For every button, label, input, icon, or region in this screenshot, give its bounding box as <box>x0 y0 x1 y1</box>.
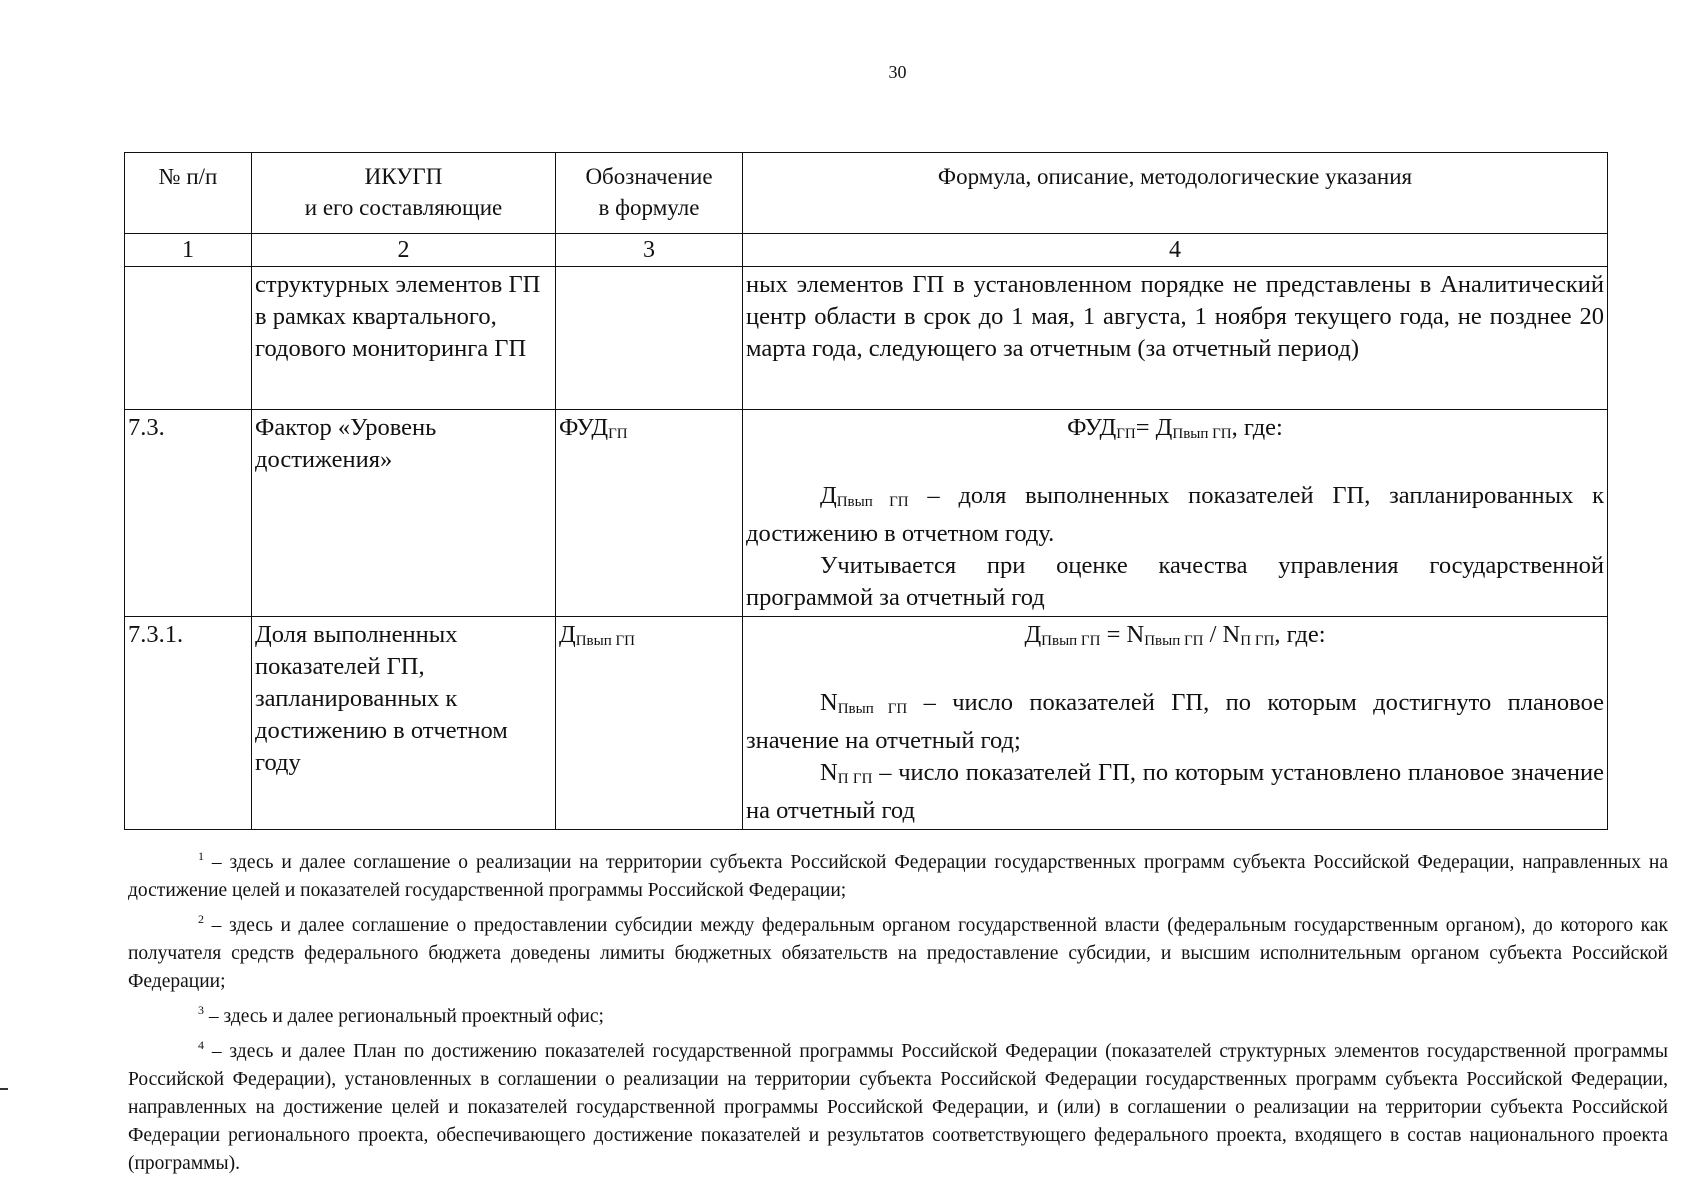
note: Учитывается при оценке качества управления государственной программой за отчетный год <box>746 552 1604 611</box>
formula-tail: , где: <box>1231 414 1283 441</box>
margin-mark <box>0 1088 8 1090</box>
footnote <box>128 996 1668 1031</box>
footnote <box>128 1031 1668 1178</box>
row-description-cell <box>743 267 1608 410</box>
definition-text: – доля выполненных показателей ГП, запланированных к достижению в отчетном году. <box>746 482 1605 547</box>
column-number: 1 <box>125 234 252 267</box>
footnote-text: – здесь и далее соглашение о реализации на территории субъекта Российской Федерации государственных программ субъекта Российской Федерации, направленных на достижение целей и показателей государственной программы Российской Федерации; <box>128 852 1668 901</box>
row-number-cell: 7.3.1. <box>125 617 252 830</box>
footnote-mark: 1 <box>198 849 204 863</box>
formula <box>746 412 1604 450</box>
symbol-sub: Пвып ГП <box>575 633 635 649</box>
row-number-cell <box>125 267 252 410</box>
definition-symbol: N <box>820 689 838 716</box>
definition <box>746 480 1604 550</box>
formula-tail: , где: <box>1274 621 1326 648</box>
header-number: № п/п <box>125 153 252 234</box>
row-description: ных элементов ГП в установленном порядке не представлены в Аналитический центр области в срок до 1 мая, 1 августа, 1 ноября текущего года, не позднее 20 марта года, следующего за отчетным (за отчетный период) <box>746 271 1604 362</box>
header-symbol <box>556 153 743 234</box>
header-formula: Формула, описание, методологические указания <box>743 153 1608 234</box>
formula-lhs-sub: ГП <box>1116 426 1136 442</box>
table-row <box>125 267 1608 410</box>
row-symbol-cell <box>556 267 743 410</box>
formula-div: / N <box>1203 621 1241 648</box>
footnote-mark: 4 <box>198 1038 204 1052</box>
methodology-table <box>124 152 1608 830</box>
row-name-cell: Доля выполненных показателей ГП, запланированных к достижению в отчетном году <box>252 617 556 830</box>
definition <box>746 687 1604 757</box>
table-header-row <box>125 153 1608 234</box>
formula-lhs: ФУД <box>1067 414 1117 441</box>
footnote-text: – здесь и далее соглашение о предоставлении субсидии между федеральным органом государственной власти (федеральным государственным органом), до которого как получателя средств федерального бюджета доведены лимиты бюджетных обязательств на предоставление субсидии, и высшим исполнительным органом субъекта Российской Федерации; <box>128 915 1668 992</box>
table-row <box>125 410 1608 617</box>
header-symbol-line1: Обозначение <box>585 164 713 189</box>
footnote-mark: 2 <box>198 912 204 926</box>
definition-symbol: N <box>820 759 838 786</box>
row-formula-cell <box>743 410 1608 617</box>
column-number-row <box>125 234 1608 267</box>
formula-lhs: Д <box>1024 621 1042 648</box>
symbol-main: ФУД <box>559 414 609 441</box>
definition-sub: Пвып ГП <box>836 494 909 510</box>
definition <box>746 757 1604 827</box>
formula-rhs-sub: Пвып ГП <box>1172 426 1232 442</box>
definition-sub: П ГП <box>837 771 873 787</box>
formula <box>746 619 1604 657</box>
row-symbol-cell <box>556 410 743 617</box>
row-name-cell: структурных элементов ГП в рамках квартального, годового мониторинга ГП <box>252 267 556 410</box>
footnote-mark: 3 <box>198 1003 204 1017</box>
footnote <box>128 842 1668 905</box>
row-name-cell: Фактор «Уровень достижения» <box>252 410 556 617</box>
formula-n1-sub: Пвып ГП <box>1144 633 1204 649</box>
page-number: 30 <box>888 62 907 82</box>
symbol-sub: ГП <box>608 426 628 442</box>
row-number-cell: 7.3. <box>125 410 252 617</box>
formula-eq: = N <box>1100 621 1145 648</box>
formula-lhs-sub: Пвып ГП <box>1041 633 1101 649</box>
footnote-text: – здесь и далее региональный проектный офис; <box>204 1006 604 1027</box>
header-indicator <box>252 153 556 234</box>
definition-sub: Пвып ГП <box>837 701 908 717</box>
header-indicator-line1: ИКУГП <box>364 164 443 189</box>
header-indicator-line2: и его составляющие <box>304 195 503 220</box>
symbol-main: Д <box>559 621 576 648</box>
footnotes <box>128 842 1668 1178</box>
column-number: 4 <box>743 234 1608 267</box>
row-formula-cell <box>743 617 1608 830</box>
definition-text: – число показателей ГП, по которым установлено плановое значение на отчетный год <box>746 759 1604 824</box>
footnote-text: – здесь и далее План по достижению показателей государственной программы Российской Федерации (показателей структурных элементов государственной программы Российской Федерации), установленных в соглашении о реализации на территории субъекта Российской Федерации государственных программ субъекта Российской Федерации, направленных на достижение целей и показателей государственной программы Российской Федерации, и (или) в соглашении о реализации на территории субъекта Российской Федерации регионального проекта, обеспечивающего достижение показателей и результатов соответствующего федерального проекта, входящего в состав национального проекта (программы). <box>128 1041 1668 1174</box>
header-symbol-line2: в формуле <box>598 195 700 220</box>
formula-eq: = Д <box>1135 414 1173 441</box>
column-number: 2 <box>252 234 556 267</box>
definition-text: – число показателей ГП, по которым достигнуто плановое значение на отчетный год; <box>746 689 1604 754</box>
row-symbol-cell <box>556 617 743 830</box>
table-row <box>125 617 1608 830</box>
formula-n2-sub: П ГП <box>1240 633 1275 649</box>
footnote <box>128 905 1668 996</box>
column-number: 3 <box>556 234 743 267</box>
definition-symbol: Д <box>820 482 837 509</box>
